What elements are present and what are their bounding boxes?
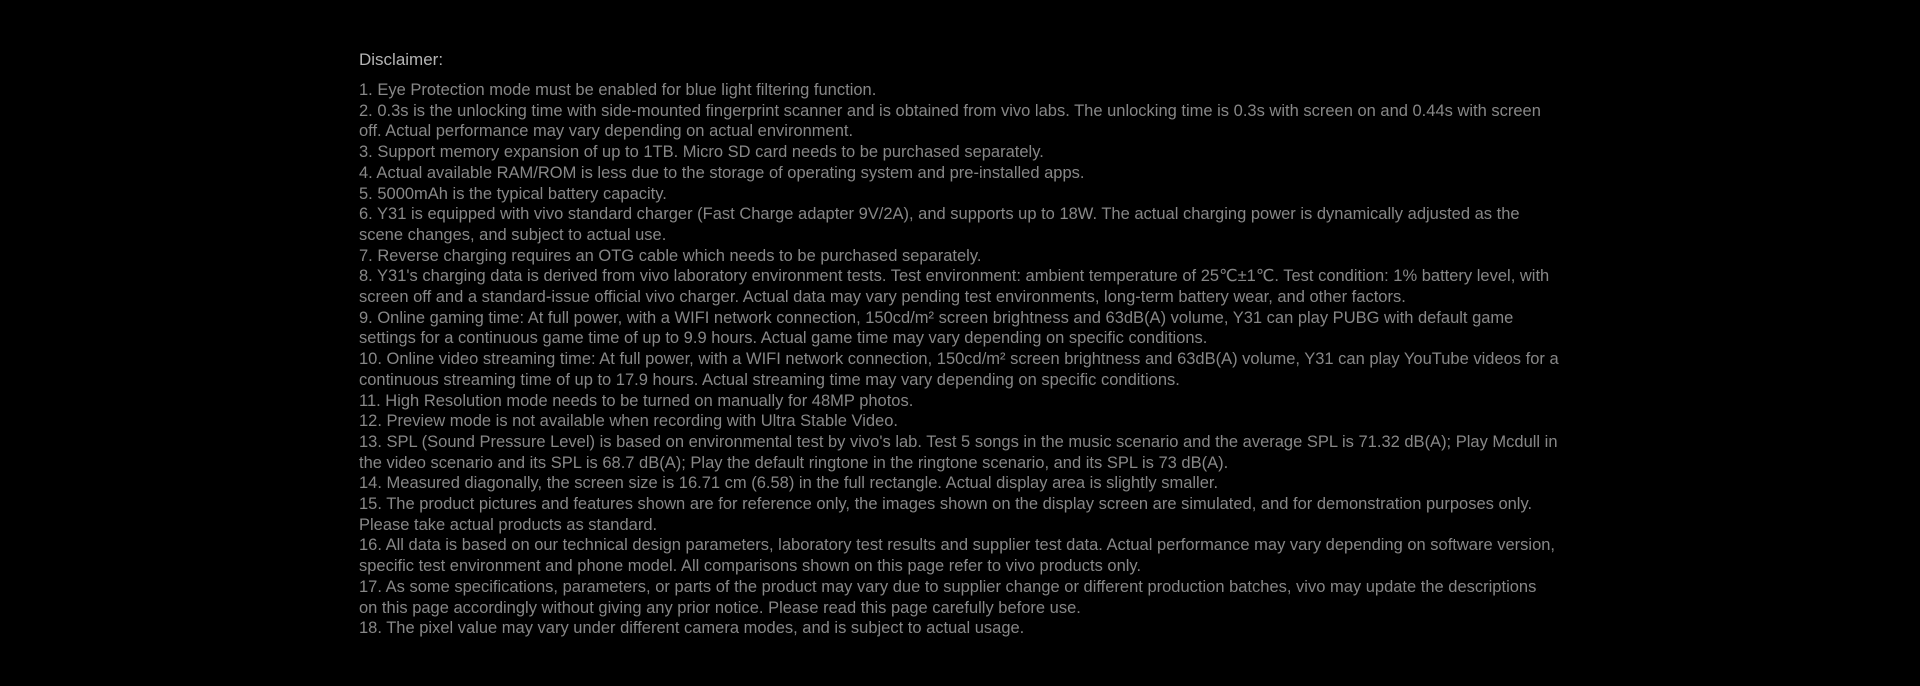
disclaimer-item-1: 1. Eye Protection mode must be enabled for blue light filtering function. — [359, 81, 877, 99]
disclaimer-item-13: 13. SPL (Sound Pressure Level) is based on environmental test by vivo's lab. Test 5 songs in the music scenario and the average SPL is 71.32 dB(A); Play Mcdull in the video scenario and its SPL is 68.7 dB(A); Play the default ringtone in the ringtone scenario, and its SPL is 73 dB(A). — [359, 432, 1558, 472]
disclaimer-item-18: 18. The pixel value may vary under different camera modes, and is subject to actual usage. — [359, 619, 1025, 638]
disclaimer-item-17: 17. As some specifications, parameters, or parts of the product may vary due to supplier change or different production batches, vivo may update the descriptions on this page accordingly without giving any prior notice. Please read this page carefully before use. — [359, 577, 1537, 617]
disclaimer-item-9: 9. Online gaming time: At full power, with a WIFI network connection, 150cd/m² screen brightness and 63dB(A) volume, Y31 can play PUBG with default game settings for a continuous game time of up to 9.9 hours. Actual game time may vary depending on specific conditions. — [359, 308, 1514, 348]
disclaimer-list — [359, 80, 1559, 639]
disclaimer-item-7: 7. Reverse charging requires an OTG cable which needs to be purchased separately. — [359, 246, 982, 265]
disclaimer-item-12: 12. Preview mode is not available when recording with Ultra Stable Video. — [359, 412, 898, 431]
disclaimer-item-16: 16. All data is based on our technical design parameters, laboratory test results and supplier test data. Actual performance may vary depending on software version, specific test environment and phone model. All comparisons shown on this page refer to vivo products only. — [359, 536, 1556, 576]
disclaimer-item-14: 14. Measured diagonally, the screen size is 16.71 cm (6.58) in the full rectangle. Actual display area is slightly smaller. — [359, 474, 1219, 493]
disclaimer-item-6: 6. Y31 is equipped with vivo standard charger (Fast Charge adapter 9V/2A), and supports up to 18W. The actual charging power is dynamically adjusted as the scene changes, and subject to actual use. — [359, 205, 1520, 244]
disclaimer-item-3: 3. Support memory expansion of up to 1TB. Micro SD card needs to be purchased separately. — [359, 143, 1044, 162]
disclaimer-item-2: 2. 0.3s is the unlocking time with side-mounted fingerprint scanner and is obtained from vivo labs. The unlocking time is 0.3s with screen on and 0.44s with screen off. Actual performance may vary depending on actual environment. — [359, 101, 1541, 141]
disclaimer-item-10: 10. Online video streaming time: At full power, with a WIFI network connection, 150cd/m² screen brightness and 63dB(A) volume, Y31 can play YouTube videos for a continuous streaming time of up to 17.9 hours. Actual streaming time may vary depending on specific conditions. — [359, 350, 1559, 389]
disclaimer-title: Disclaimer: — [359, 50, 444, 69]
disclaimer-item-4: 4. Actual available RAM/ROM is less due to the storage of operating system and pre-installed apps. — [359, 163, 1085, 182]
disclaimer-item-8: 8. Y31's charging data is derived from vivo laboratory environment tests. Test environment: ambient temperature of 25℃±1℃. Test condition: 1% battery level, with screen off and a standard-issue official vivo charger. Actual data may vary pending test environments, long-term battery wear, and other factors. — [359, 267, 1550, 307]
disclaimer-item-15: 15. The product pictures and features shown are for reference only, the images shown on the display screen are simulated, and for demonstration purposes only. Please take actual products as standard. — [359, 495, 1533, 534]
disclaimer-item-5: 5. 5000mAh is the typical battery capacity. — [359, 184, 667, 203]
disclaimer-item-11: 11. High Resolution mode needs to be turned on manually for 48MP photos. — [359, 391, 914, 410]
disclaimer-section — [359, 48, 1559, 639]
